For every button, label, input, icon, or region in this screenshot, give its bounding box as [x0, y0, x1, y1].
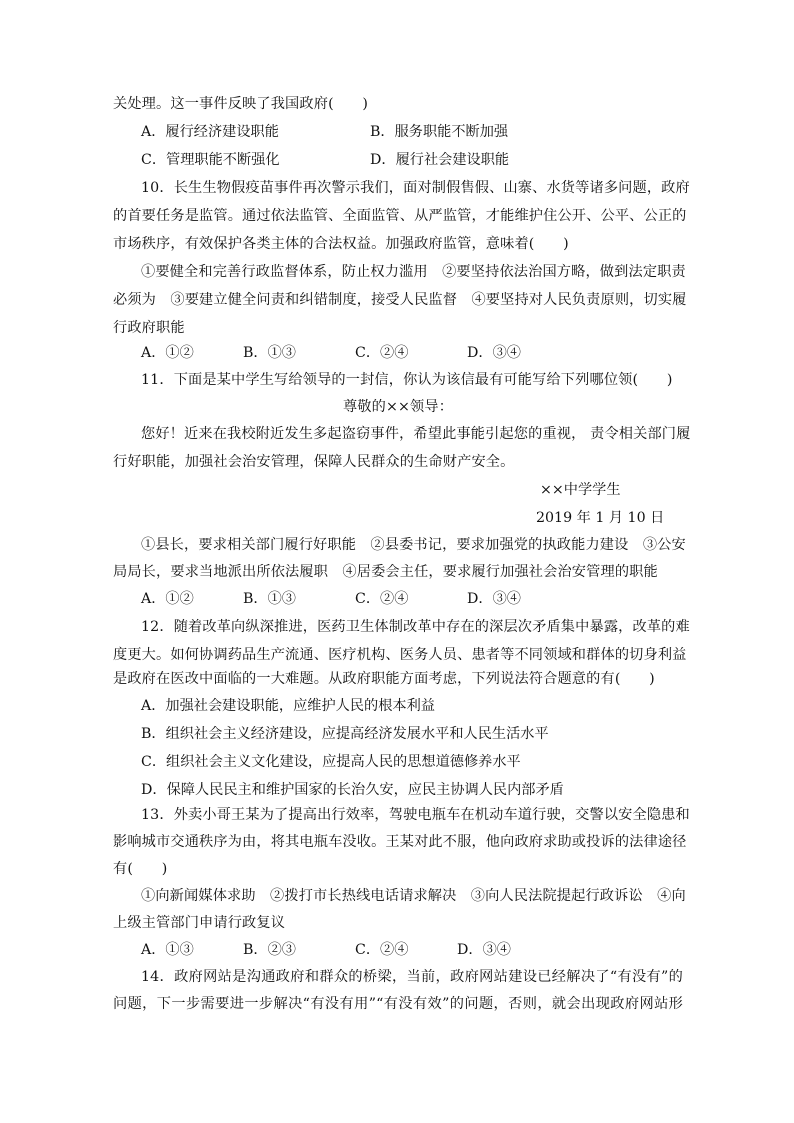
q13-option-b: B．②③ — [243, 942, 296, 958]
q10-stem-line-2: 的首要任务是监管。通过依法监管、全面监管、从严监管，才能维护住公开、公平、公正的 — [113, 208, 687, 224]
q11-item-line-1: ①县长，要求相关部门履行好职能 ②县委书记，要求加强党的执政能力建设 ③公安 — [141, 537, 686, 553]
q10-item-line-1: ①要健全和完善行政监督体系，防止权力滥用 ②要坚持依法治国方略，做到法定职责 — [141, 264, 686, 280]
q13-item-line-1: ①向新闻媒体求助 ②拨打市长热线电话请求解决 ③向人民法院提起行政诉讼 ④向 — [141, 888, 686, 904]
q12-stem-line-1: 12．随着改革向纵深推进，医药卫生体制改革中存在的深层次矛盾集中暴露，改革的难 — [141, 619, 690, 635]
letter-date: 2019 年 1 月 10 日 — [536, 510, 665, 526]
letter-body-line-1: 您好！近来在我校附近发生多起盗窃事件，希望此事能引起您的重视， 责令相关部门履 — [141, 426, 691, 442]
q14-stem-line-1: 14．政府网站是沟通政府和群众的桥梁，当前，政府网站建设已经解决了“有没有”的 — [141, 969, 683, 985]
q10-item-line-3: 行政府职能 — [113, 320, 185, 336]
q10-stem-line-3: 市场秩序，有效保护各类主体的合法权益。加强政府监管，意味着( ) — [113, 236, 569, 252]
q13-option-c: C．②④ — [355, 942, 409, 958]
q11-option-a: A．①② — [141, 591, 194, 607]
q13-option-d: D．③④ — [457, 942, 511, 958]
q11-option-b: B．①③ — [243, 591, 296, 607]
q14-stem-line-2: 问题，下一步需要进一步解决“有没有用”“有没有效”的问题，否则，就会出现政府网站形 — [113, 996, 683, 1012]
q10-option-a: A．①② — [141, 345, 194, 361]
q12-stem-line-3: 是政府在医改中面临的一大难题。从政府职能方面考虑，下列说法符合题意的有( ) — [113, 671, 655, 687]
q13-stem-line-1: 13．外卖小哥王某为了提高出行效率，驾驶电瓶车在机动车道行驶，交警以安全隐患和 — [141, 807, 690, 823]
q12-option-b: B．组织社会主义经济建设，应提高经济发展水平和人民生活水平 — [141, 726, 549, 742]
q11-option-d: D．③④ — [467, 591, 521, 607]
letter-body-line-2: 行好职能，加强社会治安管理，保障人民群众的生命财产安全。 — [113, 454, 515, 470]
q10-option-c: C．②④ — [355, 345, 409, 361]
q11-stem: 11．下面是某中学生写给领导的一封信，你认为该信最有可能写给下列哪位领( ) — [141, 372, 673, 388]
q11-option-c: C．②④ — [355, 591, 409, 607]
letter-signature: ××中学学生 — [540, 482, 621, 498]
q13-stem-line-2: 影响城市交通秩序为由，将其电瓶车没收。王某对此不服，他向政府求助或投诉的法律途径 — [113, 834, 687, 850]
q9-stem-tail: 关处理。这一事件反映了我国政府( ) — [113, 96, 369, 112]
q9-option-b: B．服务职能不断加强 — [370, 124, 509, 140]
q13-item-line-2: 上级主管部门申请行政复议 — [113, 915, 286, 931]
q12-option-d: D．保障人民民主和维护国家的长治久安，应民主协调人民内部矛盾 — [141, 782, 564, 798]
q13-option-a: A．①③ — [141, 942, 194, 958]
q11-item-line-2: 局局长，要求当地派出所依法履职 ④居委会主任，要求履行加强社会治安管理的职能 — [113, 564, 658, 580]
q10-option-d: D．③④ — [467, 345, 521, 361]
q9-option-c: C．管理职能不断强化 — [141, 152, 280, 168]
q13-stem-line-3: 有( ) — [113, 861, 168, 877]
q12-stem-line-2: 度更大。如何协调药品生产流通、医疗机构、医务人员、患者等不同领域和群体的切身利益 — [113, 647, 687, 663]
q12-option-c: C．组织社会主义文化建设，应提高人民的思想道德修养水平 — [141, 754, 521, 770]
q10-item-line-2: 必须为 ③要建立健全问责和纠错制度，接受人民监督 ④要坚持对人民负责原则，切实履 — [113, 292, 687, 308]
q9-option-d: D．履行社会建设职能 — [370, 152, 510, 168]
q10-stem-line-1: 10．长生生物假疫苗事件再次警示我们，面对制假售假、山寨、水货等诸多问题，政府 — [141, 180, 690, 196]
letter-salutation: 尊敬的××领导： — [342, 399, 454, 415]
q10-option-b: B．①③ — [243, 345, 296, 361]
q9-option-a: A．履行经济建设职能 — [141, 124, 279, 140]
q12-option-a: A．加强社会建设职能，应维护人民的根本利益 — [141, 698, 435, 714]
